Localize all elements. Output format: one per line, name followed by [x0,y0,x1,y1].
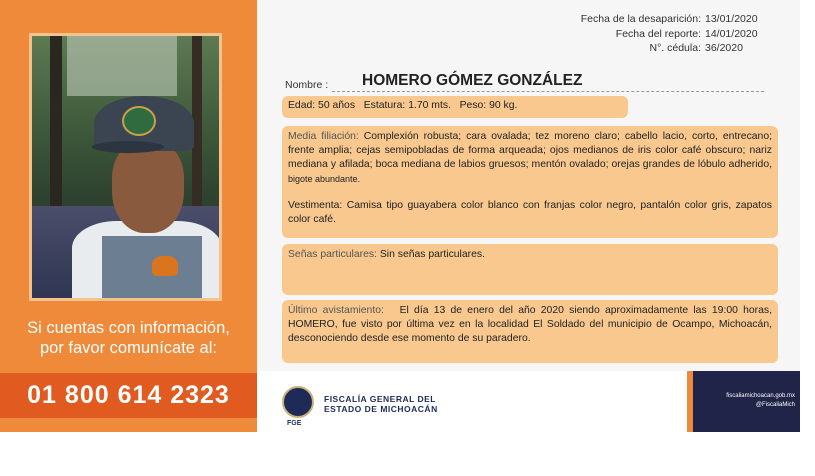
vestimenta-paragraph [288,199,772,227]
edad-value: 50 años [318,100,356,111]
vestimenta-label: Vestimenta: [288,200,343,211]
footer-stripe [687,371,693,432]
avistamiento-box [282,300,778,363]
vestimenta-text: Camisa tipo guayabera color blanco con franjas color negro, pantalón color gris, zapatos color café. [288,200,773,225]
meta-row-desaparicion [581,12,763,27]
filiacion-text: Complexión robusta; cara ovalada; tez moreno claro; cabello lacio, corto, entrecano; frente amplia; cejas semipobladas de forma arqueada; ojos medianos de iris color café obscuro; nariz mediana y afilada; boca mediana de labios gruesos; mentón ovalado; orejas grandes de lóbulo adherido, [288,131,772,170]
vitals-box [282,96,628,118]
senas-box [282,244,778,295]
fiscalia-name [324,394,438,414]
cap-logo-icon [122,106,156,136]
filiacion-box [282,126,778,238]
peso-value: 90 kg. [489,100,518,111]
missing-person-photo [29,33,222,301]
filiacion-label: Media filiación: [288,131,359,142]
avistamiento-text: El día 13 de enero del año 2020 siendo aproximadamente las 19:00 horas, HOMERO, fue visto por última vez en la localidad El Soldado del municipio de Ocampo, Michoacán, desconociendo desde ese momento de su paradero. [288,305,772,344]
filiacion-extra: bigote abundante. [288,174,361,184]
phone-number[interactable]: 01 800 614 2323 [27,381,230,409]
senas-label: Señas particulares: [288,249,377,260]
contact-line-1: Si cuentas con información, [27,319,230,337]
fecha-reporte-label: Fecha del reporte: [615,27,701,40]
senas-text: Sin señas particulares. [379,249,485,260]
contact-line-2: por favor comunícate al: [39,339,217,357]
fiscalia-line-1: FISCALÍA GENERAL DEL [324,394,437,404]
person-name: HOMERO GÓMEZ GONZÁLEZ [362,72,583,89]
fiscalia-line-2: ESTADO DE MICHOACÁN [324,404,438,414]
estatura-value: 1.70 mts. [408,100,451,111]
cap-brim [92,141,164,153]
fge-seal-icon [282,386,314,418]
nombre-underline [332,91,764,92]
report-meta [581,12,763,56]
edad-label: Edad: [288,100,316,111]
cedula-value: 36/2020 [705,42,743,54]
fge-seal-label: FGE [287,420,302,427]
contact-text [0,318,257,358]
footer [257,371,687,432]
meta-row-reporte [581,27,763,42]
nombre-label: Nombre : [285,79,329,91]
butterfly-icon [152,256,178,276]
social-links [695,392,795,410]
filiacion-paragraph [288,130,772,187]
website-link[interactable]: fiscaliamichoacan.gob.mx [726,393,795,399]
fecha-desaparicion-label: Fecha de la desaparición: [580,13,701,25]
photo-sky [67,36,177,96]
meta-row-cedula [581,41,763,56]
peso-label: Peso: [459,100,487,111]
cedula-label: N°. cédula: [649,42,701,54]
fecha-reporte-value: 14/01/2020 [705,27,758,40]
estatura-label: Estatura: [363,100,406,111]
fecha-desaparicion-value: 13/01/2020 [705,13,758,25]
social-handle[interactable]: @FiscaliaMich [755,402,795,408]
avistamiento-label: Último avistamiento: [288,305,384,316]
photo-face [112,141,184,233]
